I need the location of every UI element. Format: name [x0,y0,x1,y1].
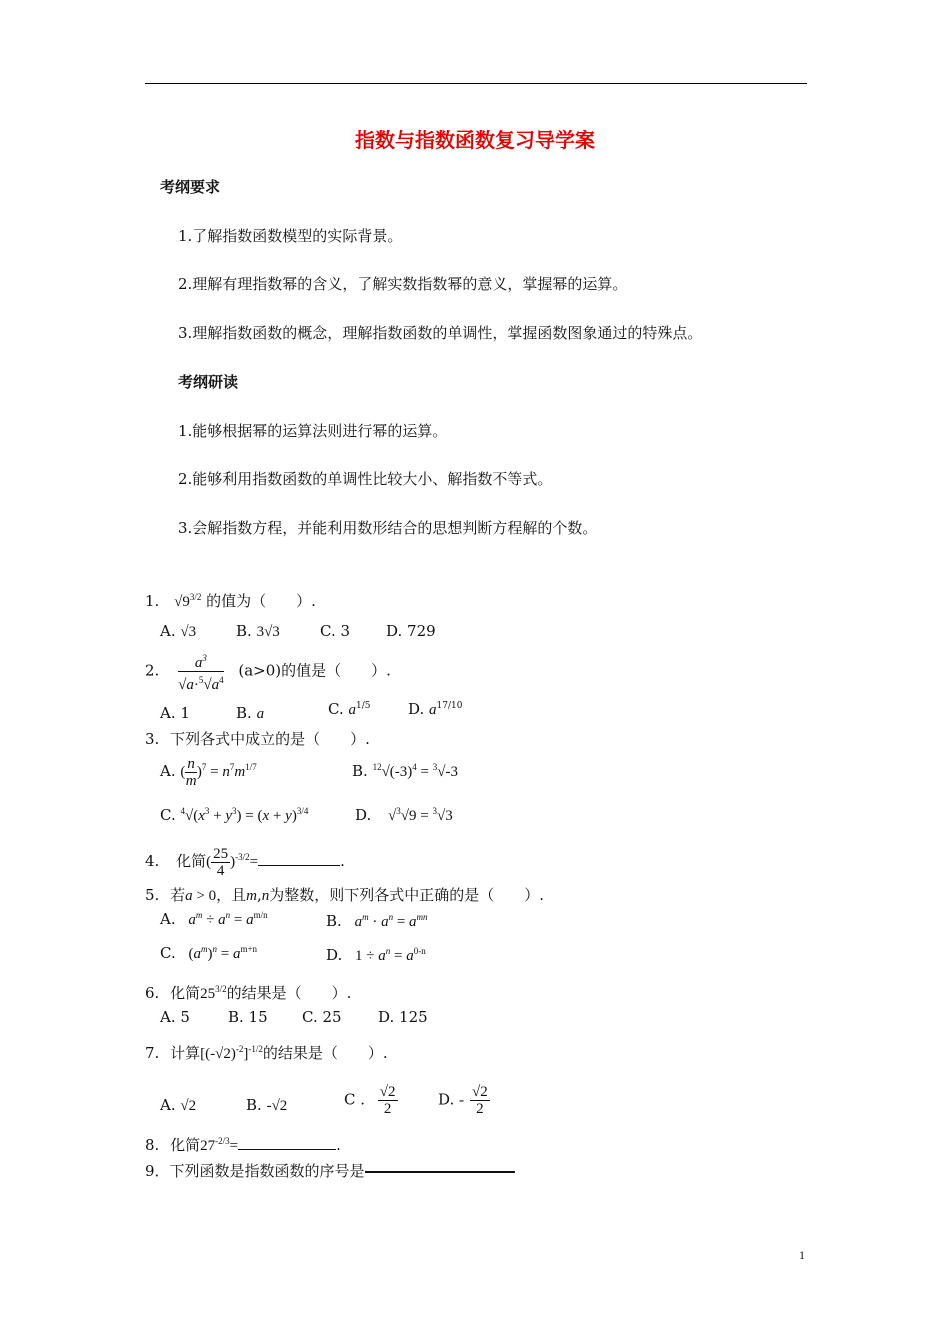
question-6: 6. 化简$25^{3/2}$的结果是（ ）. [145,984,352,1002]
option-b: B. -√2 [246,1096,288,1114]
question-2: 2. $\frac{a^3}{√a\cdot^5√a^4}$ (a>0)的值是（ ）. [145,650,391,693]
header-rule [145,83,807,84]
option-b: B. a [236,704,265,722]
section-heading-requirements: 考纲要求 [160,178,221,196]
option-c: C. $(a^m)^n = a^{m+n}$ [160,944,258,962]
requirement-item: 3.理解指数函数的概念，理解指数函数的单调性，掌握函数图象通过的特殊点。 [178,324,703,342]
question-4: 4. 化简( $\frac{25}{4}$ )$^{-3/2}$= . [145,846,345,879]
option-a: A. 5 [160,1008,190,1026]
option-c: C. $^4√(x^3 + y^3) = (x + y)^{3/4}$ [160,806,309,824]
option-d: D. 729 [386,622,436,640]
option-a: A. 1 [160,704,190,722]
option-d: D. √$^3$√9 = $^3$√3 [355,806,453,824]
option-d: D. 125 [378,1008,428,1026]
question-1: 1. $√9^{3/2}$ 的值为（ ）. [145,592,316,610]
option-c: C . $\frac{√2}{2}$ [344,1084,396,1117]
answer-blank[interactable] [365,1171,515,1173]
option-d: D. $a^{17/10}$ [408,700,463,718]
question-7: 7. 计算$[(-√2)^{-2}]^{-1/2}$的结果是（ ）. [145,1044,388,1062]
option-b: B. $^{12}√(-3)^4 = ^3√-3$ [352,762,458,780]
study-item: 3.会解指数方程，并能利用数形结合的思想判断方程解的个数。 [178,519,598,537]
formula: $√9^{3/2}$ [174,592,202,610]
answer-blank[interactable] [258,851,340,866]
study-item: 2.能够利用指数函数的单调性比较大小、解指数不等式。 [178,470,553,488]
question-9: 9．下列函数是指数函数的序号是 [145,1160,515,1181]
option-d: D. - $\frac{√2}{2}$ [438,1084,488,1117]
answer-blank[interactable] [238,1135,336,1150]
option-a: A. ( $\frac{n}{m}$ )$^7 = n^7m^{1/7}$ [160,756,257,789]
option-b: B. $a^m \cdot a^n = a^{mn}$ [326,912,428,930]
option-a: A. $a^m \div a^n = a^{m/n}$ [160,910,268,928]
page-title: 指数与指数函数复习导学案 [355,128,595,152]
question-5: 5. 若a > 0，且m,n为整数，则下列各式中正确的是（ ）. [145,886,544,904]
option-a: A. √3 [160,622,197,640]
option-b: B. 3√3 [236,622,280,640]
page-number: 1 [799,1248,805,1262]
question-8: 8. 化简$27^{-2/3}=$ . [145,1136,341,1154]
option-c: C. $a^{1/5}$ [328,700,371,718]
option-d: D. $1 \div a^n = a^{0-n}$ [326,946,426,964]
option-a: A. √2 [160,1096,197,1114]
section-heading-study: 考纲研读 [178,373,239,391]
option-b: B. 15 [228,1008,268,1026]
requirement-item: 2.理解有理指数幂的含义，了解实数指数幂的意义，掌握幂的运算。 [178,275,628,293]
option-c: C. 25 [302,1008,342,1026]
requirement-item: 1.了解指数函数模型的实际背景。 [178,227,403,245]
option-c: C. 3 [320,622,351,640]
study-item: 1.能够根据幂的运算法则进行幂的运算。 [178,422,448,440]
question-3: 3. 下列各式中成立的是（ ）. [145,730,370,748]
